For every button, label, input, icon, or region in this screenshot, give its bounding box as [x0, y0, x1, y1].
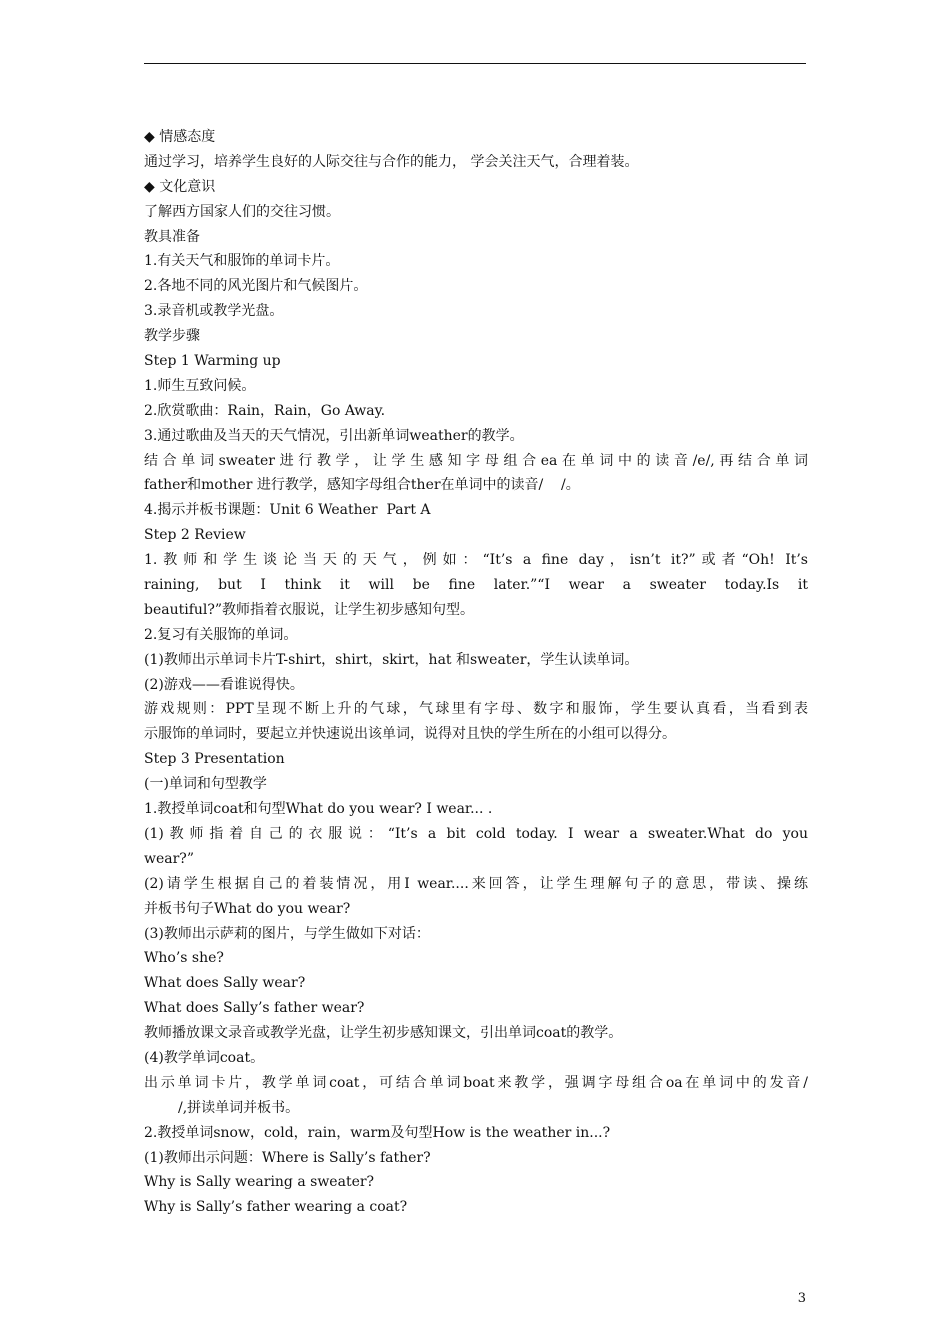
text-line: 1.教师和学生谈论当天的天气，例如：“It’s a fine day，isn’t it?”或者“Oh! It’s — [144, 552, 808, 569]
text-line: (一)单词和句型教学 — [144, 776, 267, 793]
document-body — [144, 125, 808, 1220]
text-line: 2.教授单词snow，cold，rain，warm及句型How is the weather in...? — [144, 1124, 611, 1141]
text-line: raining, but I think it will be fine later.”“I wear a sweater today.Is it — [144, 577, 808, 594]
text-line: 教学步骤 — [144, 328, 200, 345]
text-line: (1)教师指着自己的衣服说：“It’s a bit cold today. I wear a sweater.What do you — [144, 825, 808, 842]
text-line: 2.欣赏歌曲：Rain，Rain，Go Away. — [144, 402, 386, 419]
page-number: 3 — [797, 1291, 806, 1306]
text-line: ◆ 文化意识 — [144, 178, 216, 195]
text-line: 2.各地不同的风光图片和气候图片。 — [144, 278, 368, 295]
text-line: (2)请学生根据自己的着装情况，用I wear....来回答，让学生理解句子的意思，带读、操练 — [144, 875, 808, 892]
text-line: 了解西方国家人们的交往习惯。 — [144, 203, 340, 220]
text-line: 教具准备 — [144, 228, 200, 245]
text-line: 教师播放课文录音或教学光盘，让学生初步感知课文，引出单词coat的教学。 — [144, 1025, 623, 1042]
text-line: 结合单词sweater进行教学，让学生感知字母组合ea在单词中的读音/e/,再结合单词 — [144, 452, 808, 469]
text-line: What does Sally’s father wear? — [144, 1000, 365, 1017]
text-line: 2.复习有关服饰的单词。 — [144, 626, 298, 643]
header-rule — [144, 63, 806, 64]
text-line: (4)教学单词coat。 — [144, 1049, 265, 1066]
text-line: Step 3 Presentation — [144, 751, 285, 768]
text-line: 并板书句子What do you wear? — [144, 900, 351, 917]
text-line: 3.通过歌曲及当天的天气情况，引出新单词weather的教学。 — [144, 427, 524, 444]
text-line: Why is Sally wearing a sweater? — [144, 1174, 375, 1191]
text-line: (3)教师出示萨莉的图片，与学生做如下对话： — [144, 925, 430, 942]
text-line: (2)游戏——看谁说得快。 — [144, 676, 304, 693]
text-line: 示服饰的单词时，要起立并快速说出该单词，说得对且快的学生所在的小组可以得分。 — [144, 726, 676, 743]
text-line: 1.师生互致问候。 — [144, 377, 256, 394]
text-line: 1.有关天气和服饰的单词卡片。 — [144, 253, 340, 270]
text-line: 1.教授单词coat和句型What do you wear? I wear... . — [144, 801, 493, 818]
text-line: /,拼读单词并板书。 — [178, 1099, 300, 1116]
text-line: 4.揭示并板书课题：Unit 6 Weather Part A — [144, 502, 431, 519]
text-line: 3.录音机或教学光盘。 — [144, 303, 284, 320]
text-line: ◆ 情感态度 — [144, 129, 216, 145]
text-line: Step 1 Warming up — [144, 353, 281, 370]
text-line: What does Sally wear? — [144, 975, 306, 992]
text-line: 通过学习，培养学生良好的人际交往与合作的能力， 学会关注天气，合理着装。 — [144, 153, 639, 170]
text-line: wear?” — [144, 850, 194, 867]
text-line: (1)教师出示问题：Where is Sally’s father? — [144, 1149, 431, 1166]
text-line: 游戏规则：PPT呈现不断上升的气球，气球里有字母、数字和服饰，学生要认真看，当看到表 — [144, 701, 808, 718]
text-line: beautiful?”教师指着衣服说，让学生初步感知句型。 — [144, 601, 475, 618]
text-line: (1)教师出示单词卡片T-shirt，shirt，skirt，hat 和sweater，学生认读单词。 — [144, 651, 639, 668]
text-line: Why is Sally’s father wearing a coat? — [144, 1199, 408, 1216]
text-line: Step 2 Review — [144, 527, 246, 544]
text-line: father和mother 进行教学，感知字母组合ther在单词中的读音/ /。 — [144, 477, 580, 494]
text-line: Who’s she? — [144, 950, 224, 967]
text-line: 出示单词卡片，教学单词coat，可结合单词boat来教学，强调字母组合oa在单词中的发音/ — [144, 1074, 808, 1091]
